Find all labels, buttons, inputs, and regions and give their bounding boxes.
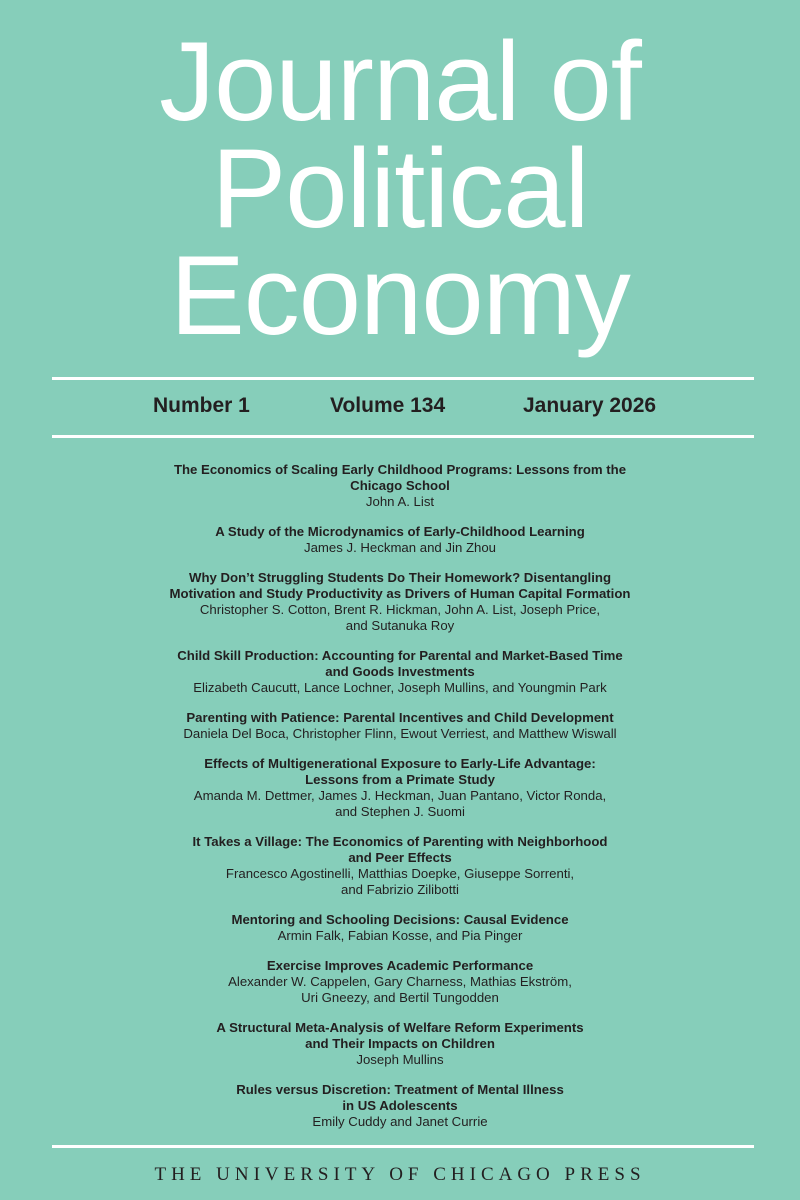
publisher-name: THE UNIVERSITY OF CHICAGO PRESS <box>154 1164 646 1185</box>
journal-title-line: Political <box>211 126 589 251</box>
article-title: Parenting with Patience: Parental Incentives and Child Development <box>186 710 614 725</box>
article-authors: and Stephen J. Suomi <box>335 804 465 819</box>
issue-volume: Volume 134 <box>330 394 446 417</box>
article-title: Effects of Multigenerational Exposure to Early-Life Advantage: <box>204 756 596 771</box>
article-entry <box>0 710 800 742</box>
journal-title-line: Economy <box>170 233 630 358</box>
article-authors: and Fabrizio Zilibotti <box>340 882 459 897</box>
article-entry <box>0 1020 800 1068</box>
article-title: Mentoring and Schooling Decisions: Causal Evidence <box>231 912 569 927</box>
article-authors: James J. Heckman and Jin Zhou <box>303 540 497 555</box>
article-authors: Armin Falk, Fabian Kosse, and Pia Pinger <box>277 928 523 943</box>
article-title: Lessons from a Primate Study <box>305 772 495 787</box>
article-title: Child Skill Production: Accounting for Parental and Market-Based Time <box>177 648 623 663</box>
article-authors: Francesco Agostinelli, Matthias Doepke, Giuseppe Sorrenti, <box>225 866 575 881</box>
issue-number: Number 1 <box>153 394 250 417</box>
issue-info <box>0 394 800 424</box>
article-authors: Emily Cuddy and Janet Currie <box>312 1114 488 1129</box>
article-authors: Joseph Mullins <box>356 1052 444 1067</box>
article-title: Why Don’t Struggling Students Do Their Homework? Disentangling <box>189 570 611 585</box>
article-entry <box>0 756 800 820</box>
issue-date: January 2026 <box>523 394 657 417</box>
journal-title <box>0 19 800 358</box>
article-entry <box>0 570 800 634</box>
article-title: and Goods Investments <box>325 664 475 679</box>
article-title: and Their Impacts on Children <box>305 1036 495 1051</box>
article-entry <box>0 462 800 510</box>
article-entry <box>0 834 800 898</box>
article-authors: Alexander W. Cappelen, Gary Charness, Mathias Ekström, <box>228 974 572 989</box>
article-title: and Peer Effects <box>348 850 452 865</box>
article-title: The Economics of Scaling Early Childhood Programs: Lessons from the <box>173 462 627 477</box>
article-authors: and Sutanuka Roy <box>345 618 455 633</box>
article-title: It Takes a Village: The Economics of Parenting with Neighborhood <box>192 834 608 849</box>
article-title: Motivation and Study Productivity as Drivers of Human Capital Formation <box>169 586 631 601</box>
article-authors: Daniela Del Boca, Christopher Flinn, Ewout Verriest, and Matthew Wiswall <box>183 726 617 741</box>
journal-title-line: Journal of <box>159 19 641 144</box>
table-of-contents <box>0 462 800 1144</box>
top-divider <box>52 377 754 380</box>
article-title: A Study of the Microdynamics of Early-Childhood Learning <box>215 524 585 539</box>
article-authors: John A. List <box>365 494 435 509</box>
article-entry <box>0 648 800 696</box>
article-entry <box>0 524 800 556</box>
article-title: Chicago School <box>350 478 450 493</box>
article-title: Rules versus Discretion: Treatment of Mental Illness <box>236 1082 564 1097</box>
issue-divider <box>52 435 754 438</box>
article-entry <box>0 1082 800 1130</box>
article-authors: Amanda M. Dettmer, James J. Heckman, Juan Pantano, Victor Ronda, <box>193 788 607 803</box>
article-title: in US Adolescents <box>342 1098 458 1113</box>
article-entry <box>0 912 800 944</box>
article-authors: Elizabeth Caucutt, Lance Lochner, Joseph Mullins, and Youngmin Park <box>193 680 607 695</box>
article-authors: Christopher S. Cotton, Brent R. Hickman, John A. List, Joseph Price, <box>199 602 601 617</box>
article-entry <box>0 958 800 1006</box>
bottom-divider <box>52 1145 754 1148</box>
article-title: A Structural Meta-Analysis of Welfare Reform Experiments <box>216 1020 584 1035</box>
article-authors: Uri Gneezy, and Bertil Tungodden <box>301 990 499 1005</box>
article-title: Exercise Improves Academic Performance <box>266 958 534 973</box>
